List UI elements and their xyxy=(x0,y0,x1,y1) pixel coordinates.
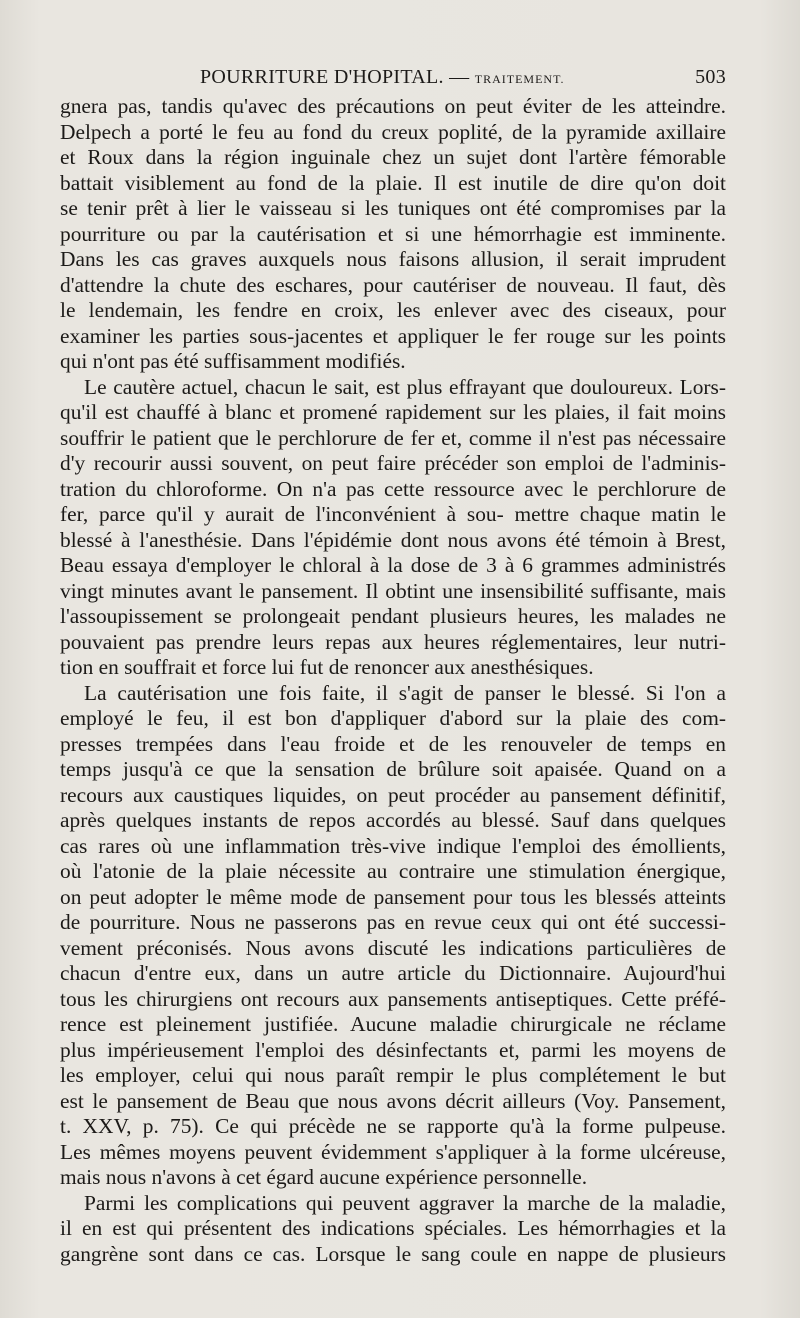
text-line: examiner les parties sous-jacentes et appliquer le fer rouge sur les points xyxy=(60,323,726,348)
text-line: les employer, celui qui nous paraît rempir le plus complétement le but xyxy=(60,1063,726,1087)
text-line: et Roux dans la région inguinale chez un sujet dont l'artère fémorable xyxy=(60,145,726,169)
text-line: où l'atonie de la plaie nécessite au contraire une stimulation énergique, xyxy=(60,859,726,883)
text-line: est le pansement de Beau que nous avons décrit ailleurs (Voy. Pansement, xyxy=(60,1088,726,1113)
paragraph-2 xyxy=(60,375,726,681)
text-line: presses trempées dans l'eau froide et de les renouveler de temps en xyxy=(60,731,726,756)
text-line: il en est qui présentent des indications spéciales. Les hémorrhagies et la xyxy=(60,1216,726,1240)
text-line: pouvaient pas prendre leurs repas aux heures réglementaires, leur nutri- xyxy=(60,629,726,654)
text-line: temps jusqu'à ce que la sensation de brûlure soit apaisée. Quand on a xyxy=(60,757,726,781)
text-line: fer, parce qu'il y aurait de l'inconvénient à sou- mettre chaque matin le xyxy=(60,502,726,526)
running-title-subtitle: TRAITEMENT. xyxy=(474,72,565,86)
body-text xyxy=(60,94,726,1267)
text-line: qu'il est chauffé à blanc et promené rapidement sur les plaies, il fait moins xyxy=(60,400,726,424)
text-line: qui n'ont pas été suffisamment modifiés. xyxy=(60,349,406,373)
text-line: chacun d'entre eux, dans un autre article du Dictionnaire. Aujourd'hui xyxy=(60,961,726,985)
text-line: recours aux caustiques liquides, on peut procéder au pansement définitif, xyxy=(60,782,726,807)
text-line: se tenir prêt à lier le vaisseau si les tuniques ont été compromises par la xyxy=(60,196,726,220)
text-line: Les mêmes moyens peuvent évidemment s'appliquer à la forme ulcéreuse, xyxy=(60,1139,726,1164)
text-line: Dans les cas graves auxquels nous faisons allusion, il serait imprudent xyxy=(60,247,726,271)
text-line: pourriture ou par la cautérisation et si une hémorrhagie est imminente. xyxy=(60,221,726,246)
text-line: d'attendre la chute des eschares, pour cautériser de nouveau. Il faut, dès xyxy=(60,272,726,297)
text-line: le lendemain, les fendre en croix, les enlever avec des ciseaux, pour xyxy=(60,298,726,322)
text-line: gangrène sont dans ce cas. Lorsque le sang coule en nappe de plusieurs xyxy=(60,1241,726,1266)
text-line: on peut adopter le même mode de pansement pour tous les blessés atteints xyxy=(60,884,726,909)
paragraph-3 xyxy=(60,681,726,1191)
text-line: gnera pas, tandis qu'avec des précautions on peut éviter de les atteindre. xyxy=(60,94,726,118)
running-title-separator: — xyxy=(443,66,475,88)
text-line: Beau essaya d'employer le chloral à la dose de 3 à 6 grammes administrés xyxy=(60,553,726,577)
text-line: battait visiblement au fond de la plaie. Il est inutile de dire qu'on doit xyxy=(60,170,726,195)
text-line: l'assoupissement se prolongeait pendant plusieurs heures, les malades ne xyxy=(60,604,726,628)
text-line: blessé à l'anesthésie. Dans l'épidémie dont nous avons été témoin à Brest, xyxy=(60,527,726,552)
page-number: 503 xyxy=(695,66,726,88)
text-line: La cautérisation une fois faite, il s'agit de panser le blessé. Si l'on a xyxy=(84,680,726,705)
text-line: cas rares où une inflammation très-vive indique l'emploi des émollients, xyxy=(60,833,726,858)
text-line: tration du chloroforme. On n'a pas cette ressource avec le perchlorure de xyxy=(60,476,726,501)
text-line: mais nous n'avons à cet égard aucune expérience personnelle. xyxy=(60,1165,588,1189)
text-line: souffrir le patient que le perchlorure de fer et, comme il n'est pas nécessaire xyxy=(60,425,726,450)
text-line: Delpech a porté le feu au fond du creux poplité, de la pyramide axillaire xyxy=(60,119,726,144)
running-title xyxy=(200,66,565,89)
text-line: vingt minutes avant le pansement. Il obtint une insensibilité suffisante, mais xyxy=(60,578,726,603)
text-line: de pourriture. Nous ne passerons pas en revue ceux qui ont été successi- xyxy=(60,910,726,934)
paragraph-4 xyxy=(60,1191,726,1268)
text-line: Le cautère actuel, chacun le sait, est plus effrayant que douloureux. Lors- xyxy=(84,374,726,399)
text-line: rence est pleinement justifiée. Aucune maladie chirurgicale ne réclame xyxy=(60,1012,726,1036)
text-line: d'y recourir aussi souvent, on peut faire précéder son emploi de l'adminis- xyxy=(60,451,726,475)
text-line: t. XXV, p. 75). Ce qui précède ne se rapporte qu'à la forme pulpeuse. xyxy=(60,1114,726,1138)
text-line: après quelques instants de repos accordés au blessé. Sauf dans quelques xyxy=(60,808,726,832)
running-header xyxy=(60,58,726,92)
text-line: tion en souffrait et force lui fut de renoncer aux anesthésiques. xyxy=(60,655,594,679)
running-title-main: POURRITURE D'HOPITAL. xyxy=(200,66,444,88)
text-line: vement préconisés. Nous avons discuté les indications particulières de xyxy=(60,935,726,960)
text-line: Parmi les complications qui peuvent aggraver la marche de la maladie, xyxy=(84,1190,726,1215)
text-line: plus impérieusement l'emploi des désinfectants et, parmi les moyens de xyxy=(60,1037,726,1062)
text-line: tous les chirurgiens ont recours aux pansements antiseptiques. Cette préfé- xyxy=(60,986,726,1011)
text-line: employé le feu, il est bon d'appliquer d'abord sur la plaie des com- xyxy=(60,706,726,730)
paragraph-1 xyxy=(60,94,726,375)
